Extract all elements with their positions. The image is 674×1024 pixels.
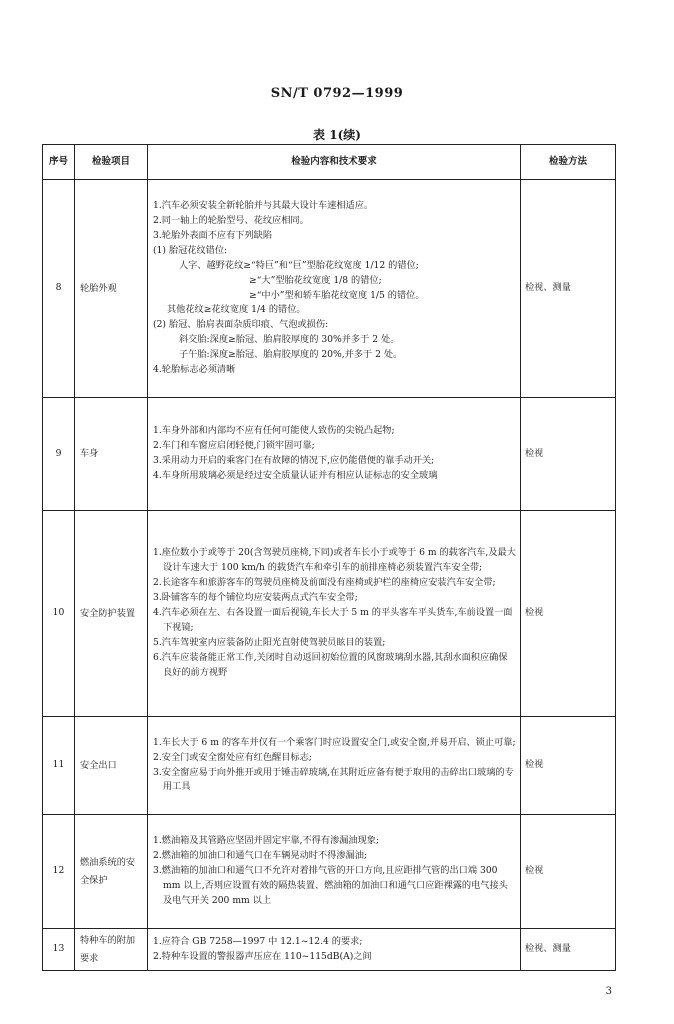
row-no: 9 [43,398,75,511]
row-no: 13 [43,929,75,971]
requirement-line: 4.轮胎标志必须清晰 [153,364,236,376]
requirement-line: 3.燃油箱的加油口和通气口不允许对着排气管的开口方向,且应距排气管的出口端 300 mm 以上,否则应设置有效的隔热装置、燃油箱的加油口和通气口应距裸露的电气接头及电气开关 200 mm 以上 [153,865,508,906]
requirement-line: 2.同一轴上的轮胎型号、花纹应相同。 [153,214,309,226]
requirement-line: 5.汽车驾驶室内应装备防止阳光直射使驾驶员眩目的装置; [153,636,386,648]
row-method: 检视、测量 [521,929,616,971]
requirement-line: 1.车长大于 6 m 的客车并仅有一个乘客门时应设置安全门,或安全窗,并易开启、锁止可靠; [153,736,516,748]
requirement-line: 2.车门和车窗应启闭轻便,门锁牢固可靠; [153,440,315,452]
row-requirements [148,398,521,511]
header-item: 检验项目 [75,145,148,180]
row-item: 安全出口 [75,717,148,815]
requirement-line: 2.安全门或安全窗处应有红色醒目标志; [153,751,312,763]
requirement-line: ≥“大”型胎花纹宽度 1/8 的错位; [249,274,382,286]
requirement-line: 4.车身所用玻璃必须是经过安全质量认证并有相应认证标志的安全玻璃 [153,469,438,481]
header-method: 检验方法 [521,145,616,180]
requirement-line: 子午胎:深度≥胎冠、胎肩胶厚度的 20%,并多于 2 处。 [179,349,403,361]
table-row [43,717,616,815]
row-method: 检视、测量 [521,180,616,398]
requirement-line: 1.车身外部和内部均不应有任何可能使人致伤的尖锐凸起物; [153,425,395,437]
requirement-line: 3.安全窗应易于向外推开或用于锤击碎玻璃,在其附近应备有便于取用的击碎出口玻璃的专用工具 [153,766,514,793]
requirement-line: 2.燃油箱的加油口和通气口在车辆晃动时不得渗漏油; [153,850,367,862]
table-header-row [43,145,616,180]
requirement-line: 1.座位数小于或等于 20(含驾驶员座椅,下同)或者车长小于或等于 6 m 的载客汽车,及最大设计车速大于 100 km/h 的载货汽车和牵引车的前排座椅必须装置汽车安全带; [153,547,516,574]
table-row [43,511,616,717]
requirement-line: 3.轮胎外表面不应有下列缺陷 [153,229,273,241]
table-caption: 表 1(续) [313,128,361,142]
requirement-line: ≥“中小”型和轿车胎花纹宽度 1/5 的错位。 [249,289,425,301]
row-item: 燃油系统的安全保护 [75,815,148,929]
requirement-line: 人字、越野花纹≥“特巨”和“巨”型胎花纹宽度 1/12 的错位; [179,259,419,271]
requirement-line: 2.长途客车和旅游客车的驾驶员座椅及前面没有座椅或护栏的座椅应安装汽车安全带; [153,577,496,589]
row-requirements [148,815,521,929]
requirement-line: (2) 胎冠、胎肩表面杂质印痕、气泡或损伤: [153,319,329,331]
table-row [43,398,616,511]
table-row [43,929,616,971]
row-item: 特种车的附加要求 [75,929,148,971]
row-requirements [148,929,521,971]
row-no: 8 [43,180,75,398]
row-no: 12 [43,815,75,929]
row-method: 检视 [521,398,616,511]
requirement-line: 6.汽车应装备能正常工作,关闭时自动返回初始位置的风窗玻璃刮水器,其刮水面积应确保良好的前方视野 [153,651,508,678]
row-item: 安全防护装置 [75,511,148,717]
requirement-line: 1.汽车必须安装全新轮胎并与其最大设计车速相适应。 [153,200,374,212]
requirement-line: (1) 胎冠花纹错位: [153,244,228,256]
page-number: 3 [605,986,612,997]
row-requirements [148,717,521,815]
row-requirements [148,180,521,398]
row-method: 检视 [521,511,616,717]
table-row [43,815,616,929]
table-row [43,180,616,398]
requirement-line: 斜交胎:深度≥胎冠、胎肩胶厚度的 30%并多于 2 处。 [179,334,400,346]
requirement-line: 其他花纹≥花纹宽度 1/4 的错位。 [167,304,306,316]
requirement-line: 1.应符合 GB 7258—1997 中 12.1~12.4 的要求; [153,935,363,947]
row-item: 车身 [75,398,148,511]
requirement-line: 2.特种车设置的警报器声压应在 110~115dB(A)之间 [153,950,372,962]
row-no: 10 [43,511,75,717]
row-item: 轮胎外观 [75,180,148,398]
requirement-line: 4.汽车必须在左、右各设置一面后视镜,车长大于 5 m 的平头客车平头货车,车前设置一面下视镜; [153,607,513,633]
row-no: 11 [43,717,75,815]
header-no: 序号 [43,145,75,180]
requirement-line: 3.采用动力开启的乘客门在有故障的情况下,应仍能借便的靠手动开关; [153,455,435,466]
row-method: 检视 [521,815,616,929]
requirement-line: 3.卧铺客车的每个铺位均应安装两点式汽车安全带; [153,592,358,604]
requirement-line: 1.燃油箱及其管路应坚固并固定牢靠,不得有渗漏油现象; [153,835,380,847]
header-requirements: 检验内容和技术要求 [148,145,521,180]
row-method: 检视 [521,717,616,815]
inspection-table [42,144,616,971]
standard-header: SN/T 0792—1999 [270,86,404,101]
row-requirements [148,511,521,717]
